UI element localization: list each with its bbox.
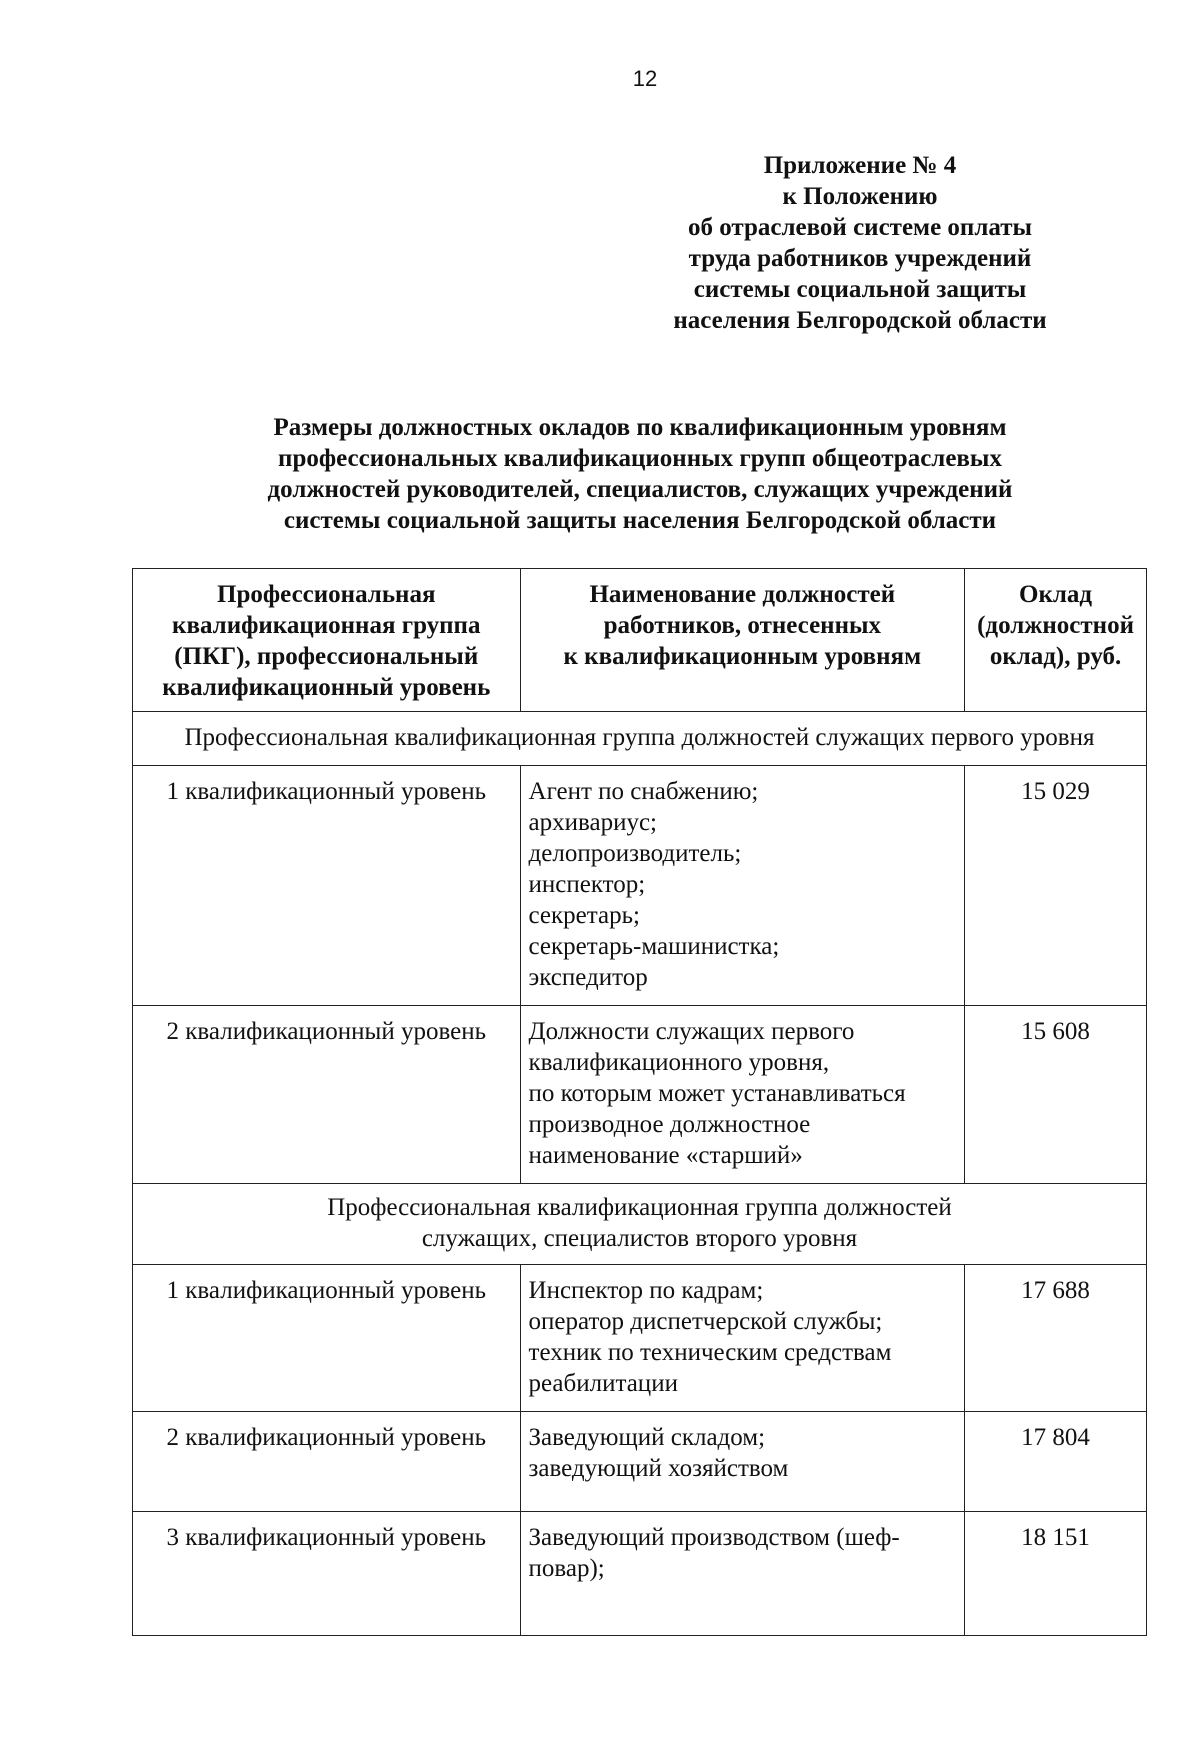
header-line: квалификационный уровень bbox=[162, 674, 491, 701]
group-title bbox=[133, 712, 1147, 766]
position-item: экспедитор bbox=[528, 964, 648, 991]
qualification-level: 1 квалификационный уровень bbox=[133, 1265, 521, 1412]
position-item: секретарь; bbox=[528, 902, 640, 929]
position-item: инспектор; bbox=[528, 871, 646, 898]
table-row bbox=[133, 766, 1147, 1006]
group-title-line: Профессиональная квалификационная группа должностей bbox=[327, 1194, 952, 1221]
group-title-line: служащих, специалистов второго уровня bbox=[421, 1225, 858, 1252]
salary-value: 18 151 bbox=[965, 1512, 1147, 1636]
positions-cell bbox=[520, 766, 965, 1006]
positions-cell bbox=[520, 1006, 965, 1184]
page-number: 12 bbox=[632, 66, 658, 91]
appendix-line: труда работников учреждений bbox=[688, 245, 1032, 272]
header-line: Оклад bbox=[1019, 581, 1093, 608]
qualification-level: 1 квалификационный уровень bbox=[133, 766, 521, 1006]
header-line: (ПКГ), профессиональный bbox=[174, 643, 479, 670]
position-item: производное должностное bbox=[528, 1111, 811, 1138]
title-line: профессиональных квалификационных групп общеотраслевых bbox=[278, 445, 1002, 472]
position-item: реабилитации bbox=[528, 1370, 678, 1397]
header-line: Профессиональная bbox=[217, 581, 436, 608]
header-line: оклад), руб. bbox=[989, 643, 1122, 670]
salary-value: 17 804 bbox=[965, 1412, 1147, 1512]
title-line: Размеры должностных окладов по квалификационным уровням bbox=[273, 414, 1007, 441]
position-item: техник по техническим средствам bbox=[528, 1339, 892, 1366]
title-line: должностей руководителей, специалистов, служащих учреждений bbox=[267, 476, 1013, 503]
appendix-line: Приложение № 4 bbox=[763, 152, 957, 179]
position-item: Должности служащих первого bbox=[528, 1018, 855, 1045]
salary-value: 15 029 bbox=[965, 766, 1147, 1006]
position-item: Агент по снабжению; bbox=[528, 778, 759, 805]
header-positions bbox=[520, 569, 965, 712]
table-row bbox=[133, 1512, 1147, 1636]
position-item: наименование «старший» bbox=[528, 1142, 803, 1169]
title-line: системы социальной защиты населения Белгородской области bbox=[283, 507, 997, 534]
position-item: оператор диспетчерской службы; bbox=[528, 1308, 883, 1335]
appendix-line: населения Белгородской области bbox=[673, 307, 1047, 334]
header-line: к квалификационным уровням bbox=[563, 643, 922, 670]
positions-cell bbox=[520, 1265, 965, 1412]
positions-cell bbox=[520, 1412, 965, 1512]
table-row bbox=[133, 1006, 1147, 1184]
group-title-line: Профессиональная квалификационная группа должностей служащих первого уровня bbox=[184, 724, 1095, 751]
salary-value: 15 608 bbox=[965, 1006, 1147, 1184]
appendix-line: системы социальной защиты bbox=[693, 276, 1027, 303]
position-item: архивариус; bbox=[528, 809, 657, 836]
positions-cell bbox=[520, 1512, 965, 1636]
position-item: квалификационного уровня, bbox=[528, 1049, 830, 1076]
position-item: секретарь-машинистка; bbox=[528, 933, 780, 960]
appendix-heading bbox=[660, 150, 1060, 336]
qualification-level: 2 квалификационный уровень bbox=[133, 1006, 521, 1184]
qualification-level: 2 квалификационный уровень bbox=[133, 1412, 521, 1512]
position-item: делопроизводитель; bbox=[528, 840, 742, 867]
position-item: Заведующий складом; bbox=[528, 1424, 766, 1451]
position-item: заведующий хозяйством bbox=[528, 1455, 789, 1482]
table-row bbox=[133, 1265, 1147, 1412]
header-salary bbox=[965, 569, 1147, 712]
position-item: по которым может устанавливаться bbox=[528, 1080, 906, 1107]
header-line: работников, отнесенных bbox=[603, 612, 881, 639]
appendix-line: к Положению bbox=[782, 183, 938, 210]
document-title bbox=[130, 412, 1150, 536]
position-item: Инспектор по кадрам; bbox=[528, 1277, 764, 1304]
table-row bbox=[133, 1412, 1147, 1512]
position-item: повар); bbox=[528, 1555, 605, 1582]
header-line: (должностной bbox=[977, 612, 1134, 639]
group-row bbox=[133, 712, 1147, 766]
group-row bbox=[133, 1184, 1147, 1265]
table-header-row bbox=[133, 569, 1147, 712]
salary-value: 17 688 bbox=[965, 1265, 1147, 1412]
header-line: квалификационная группа bbox=[172, 612, 481, 639]
salary-table bbox=[132, 568, 1147, 1636]
header-group-level bbox=[133, 569, 521, 712]
position-item: Заведующий производством (шеф- bbox=[528, 1524, 900, 1551]
header-line: Наименование должностей bbox=[589, 581, 896, 608]
appendix-line: об отраслевой системе оплаты bbox=[687, 214, 1033, 241]
group-title bbox=[133, 1184, 1147, 1265]
qualification-level: 3 квалификационный уровень bbox=[133, 1512, 521, 1636]
